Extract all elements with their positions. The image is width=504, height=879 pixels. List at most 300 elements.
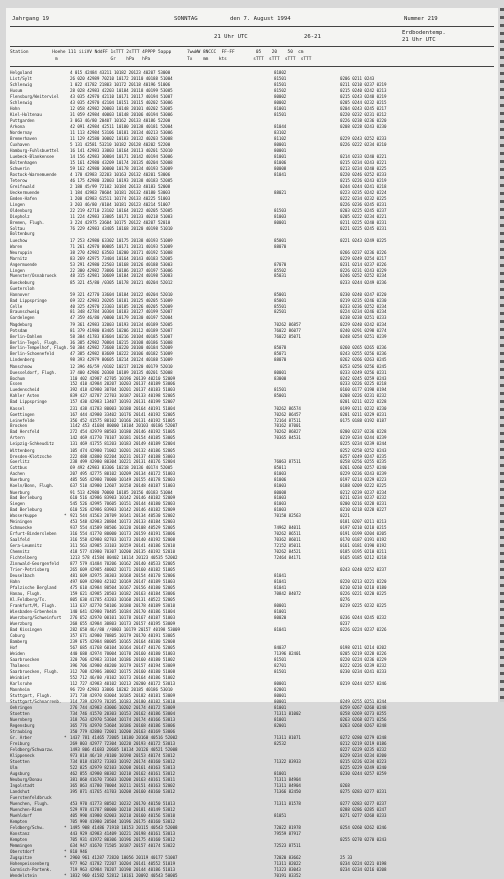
station-name: Flensburg/Weiterviel — [10, 93, 59, 99]
synop-groups: 392 418 42980 30704 10201 20137 40183 51003 — [70, 387, 176, 393]
synop-groups: 5 131 42581 53210 10182 20128 40202 52200 — [70, 141, 171, 147]
station-name: Essen — [10, 381, 23, 387]
soil-temperatures: 0229 0243 0252 0233 — [340, 135, 387, 141]
synop-groups: 58 384 41783 83604 10216 20104 40185 51007 — [70, 333, 173, 339]
synop-groups: 1 200 42983 61511 10174 20133 40225 51003 — [70, 195, 171, 201]
soil-temperatures: 0288 0286 0285 0247 — [340, 806, 387, 812]
extra-groups: 80001 — [274, 369, 287, 375]
extra-groups: 82701 — [274, 663, 287, 669]
extra-groups: 71311 84904 — [274, 783, 301, 789]
soil-temperatures: 0220 0213 0221 0220 — [340, 579, 387, 585]
station-name: Hohn — [10, 105, 20, 111]
station-name: Zinnwald-Georgenfeld — [10, 561, 59, 567]
synop-groups: 610 516 42986 83903 10142 20146 40182 52009 — [70, 495, 176, 501]
extra-groups: 81001 — [274, 705, 287, 711]
station-name: Helgoland — [10, 70, 32, 75]
synop-groups: 610 526 42986 83903 10142 20146 40182 52009 — [70, 507, 176, 513]
synop-groups: 110 402 42987 42705 10196 20139 40210 52009 — [70, 375, 176, 381]
synop-groups: 15 161 42980 43209 10174 20135 40204 52008 — [70, 159, 173, 165]
extra-groups: 81001 — [274, 609, 287, 615]
synop-groups: 529 978 41787 80000 10210 20181 40149 53012 — [70, 806, 176, 812]
station-marker: * — [64, 825, 67, 831]
soil-temperatures: 0205 0219 0228 0226 — [340, 651, 387, 657]
synop-groups: 81 379 41980 83405 10206 20112 40189 52007 — [70, 327, 173, 333]
synop-groups: 69 492 42983 83306 10218 20136 40174 52005 — [70, 465, 173, 471]
soil-temperatures: 0230 0240 0247 0220 — [340, 291, 387, 297]
station-name: Cottbus — [10, 465, 28, 471]
table-row — [10, 777, 496, 783]
synop-groups: 46 175 42980 32003 10193 20138 40183 52005 — [70, 177, 173, 183]
soil-temperatures: 0219 0225 0232 0225 — [340, 603, 387, 609]
station-name: Brocken — [10, 423, 28, 429]
station-name: Pfalzische Bergland — [10, 585, 57, 591]
station-name: Hahn — [10, 579, 20, 585]
synop-groups: 14 156 42983 30004 10171 20142 40194 53006 — [70, 153, 173, 159]
soil-temperatures: 0276 — [340, 597, 350, 603]
synop-groups: 705 998 41980 20504 10196 20175 40160 53012 — [70, 818, 176, 824]
station-name: Bad Berleburg — [10, 495, 42, 501]
synop-groups: 105 474 42980 71002 10201 20132 40186 52005 — [70, 447, 176, 453]
synop-groups: 462 855 42980 80302 10210 20162 40161 53012 — [70, 770, 176, 776]
extra-groups: 80002 — [274, 93, 287, 99]
extra-groups: 76022 86077 — [274, 327, 301, 333]
extra-groups: 71311 84904 — [274, 776, 301, 782]
station-name: Wendelstein — [10, 873, 37, 879]
synop-groups: 96 729 42983 33006 10202 20185 40186 53010 — [70, 687, 173, 693]
synop-groups: 977 962 41782 72207 10204 20141 40552 51019 — [70, 860, 176, 866]
soil-temperatures: 0215 0243 0248 0219 — [340, 93, 387, 99]
synop-groups: 17 253 42980 63302 10175 20138 40193 51009 — [70, 237, 173, 243]
extra-groups: 72523 87511 — [274, 842, 301, 848]
soil-temperatures: 0231 0214 0237 0226 — [340, 261, 387, 267]
station-name: Leipzig-Schkeuditz — [10, 441, 54, 447]
extra-groups: 81001 — [274, 153, 287, 159]
synop-groups: 157 430 42983 13407 10193 20131 40199 52007 — [70, 399, 176, 405]
table-row — [10, 106, 496, 112]
soil-temperatures: 0236 0244 0245 0232 — [340, 615, 387, 621]
station-name: Stoetten — [10, 711, 30, 717]
extra-groups: 80001 — [274, 699, 287, 705]
extra-groups: 82501 — [274, 309, 287, 315]
station-name: Manschnow — [10, 363, 32, 369]
station-name: Soltau — [10, 225, 25, 231]
synop-groups: 312 708 42986 30002 10175 20160 40180 51008 — [70, 669, 176, 675]
station-name: Leinefelde — [10, 417, 35, 423]
extra-groups: 70262 86574 — [274, 405, 301, 411]
station-name: Rostock-Warnemuende — [10, 171, 57, 177]
synop-groups: 222 488 42880 82204 10231 20137 40188 53003 — [70, 453, 176, 459]
synop-groups: 37 400 42986 20308 10189 20135 40201 52008 — [70, 369, 173, 375]
extra-groups: 81003 — [274, 495, 287, 501]
station-name: Bad Lippspringe — [10, 399, 47, 405]
soil-temperatures: 0165 0185 0212 0218 — [340, 555, 387, 561]
extra-groups: 82001 — [274, 723, 287, 729]
station-name: Kassel — [10, 405, 25, 411]
station-name: Bueckeburg — [10, 279, 35, 285]
extra-groups: 70365 84531 — [274, 435, 301, 441]
station-name: Goettingen — [10, 411, 35, 417]
soil-temperatures: 0233 0236 0252 0234 — [340, 303, 387, 309]
extra-groups — [220, 441, 334, 447]
soil-temperatures: 0262 0266 0263 0245 — [340, 357, 387, 363]
soil-temperatures: 0224 0234 0246 0234 — [340, 309, 387, 315]
extra-groups: 80001 — [274, 147, 287, 153]
synop-groups: 265 609 42985 40002 10171 20160 40182 51005 — [70, 567, 176, 573]
station-name: Artern — [10, 435, 25, 441]
soil-temperatures: 0210 0218 0228 0227 — [340, 507, 387, 513]
column-rule-top — [10, 46, 494, 47]
synop-groups: 356 452 41575 80102 10166 20131 40192 51005 — [70, 417, 176, 423]
station-name: Fichtelberg — [10, 555, 37, 561]
soil-temperatures: 0208 0226 0231 0232 — [340, 393, 387, 399]
synop-groups: 91 513 42980 70000 10185 20156 40183 51004 — [70, 489, 173, 495]
station-name: Magdeburg — [10, 321, 32, 327]
soil-temperatures — [334, 609, 444, 615]
station-name: Straubing — [10, 728, 32, 734]
station-name: Feldberg/Schw. — [10, 825, 45, 831]
station-name: Luechow — [10, 237, 28, 243]
synop-groups: 418 577 41980 70307 10200 20135 40192 52010 — [70, 549, 176, 555]
station-name: Schleswig — [10, 99, 32, 105]
soil-temperatures: 0257 0249 0247 0235 — [340, 453, 387, 459]
extra-groups: 76063 87511 — [274, 459, 301, 465]
extra-groups: 82001 — [274, 687, 287, 693]
extra-groups: 70262 86827 — [274, 429, 301, 435]
synop-groups: 1493 806 41683 20605 10134 20126 40521 52008 — [70, 747, 178, 753]
station-name: Angermuende — [10, 261, 37, 267]
soil-temperatures: 0221 0225 0245 0231 — [340, 225, 387, 231]
synop-groups: 268 655 42984 30803 10173 20157 40195 53009 — [70, 621, 176, 627]
synop-groups: 4 170 42983 32203 10163 20132 40201 53006 — [70, 171, 171, 177]
soil-temperatures: 0223 0235 0242 0224 — [340, 189, 387, 195]
synop-groups: 1437 781 41465 72005 10180 20160 40516 52002 — [70, 734, 178, 740]
soil-temperatures: 0211 0210 0237 0219 — [340, 81, 387, 87]
station-name: Marnitz — [10, 255, 28, 261]
synop-groups: 47 385 42982 83609 10222 20106 40182 51009 — [70, 351, 173, 357]
synop-groups: 381 860 41670 73603 10200 20163 40161 53011 — [70, 776, 176, 782]
synop-groups: 734 746 41570 20303 10153 20162 40186 53004 — [70, 711, 176, 717]
station-name: Nuerburg — [10, 489, 30, 495]
synop-groups: 497 609 42980 42102 10169 20147 40189 51003 — [70, 579, 176, 585]
synop-groups: 877 579 41484 70206 10162 20140 40533 52005 — [70, 561, 176, 567]
synop-groups: 805 630 41785 43203 10160 20131 40522 52005 — [70, 597, 176, 603]
station-marker: * — [64, 848, 67, 854]
extra-groups: 85001 — [274, 237, 287, 243]
table-row — [10, 357, 496, 363]
extra-groups: 81501 — [274, 387, 287, 393]
soil-temperatures: 0233 0244 0249 0236 — [340, 279, 387, 285]
station-name: Garmisch-Partenk. — [10, 867, 52, 873]
station-name: Potsdam — [10, 327, 28, 333]
station-marker: * — [64, 513, 67, 519]
synop-groups: 395 871 41765 41703 10208 20160 40160 53012 — [70, 789, 176, 795]
extra-groups: 85502 — [274, 267, 287, 273]
soil-temperatures: 0222 0234 0232 0225 — [340, 195, 387, 201]
synop-groups: 1 022 41782 21803 10172 20118 40196 51006 — [70, 81, 171, 87]
extra-groups — [220, 567, 334, 573]
soil-temperatures — [334, 819, 444, 825]
soil-temperatures: 0261 0260 0257 0240 — [340, 465, 387, 471]
station-name: Berlin-Tegel, Flugh. — [10, 339, 59, 345]
table-row — [10, 693, 496, 699]
extra-groups: 85078 — [274, 345, 287, 351]
soil-temperatures: 0197 0210 0218 0215 — [340, 525, 387, 531]
synop-groups: 316 554 41770 80000 10173 20159 40191 53006 — [70, 531, 176, 537]
station-name: Nordernay — [10, 129, 32, 135]
soil-temperatures: 0226 0236 0245 0231 — [340, 201, 387, 207]
station-name: Muehldorf — [10, 812, 32, 818]
extra-groups: 70162 87001 — [274, 423, 301, 429]
soil-temperatures: 0258 0256 0255 0235 — [340, 459, 387, 465]
station-name: Thalmess — [10, 663, 30, 669]
table-row — [10, 483, 496, 489]
synop-groups: 231 438 41783 80003 10180 20164 40191 51004 — [70, 405, 176, 411]
synop-groups: 719 963 42984 70207 10190 20144 40186 51013 — [70, 867, 176, 873]
extra-groups: 83000 — [274, 375, 287, 381]
extra-groups: 85501 — [274, 303, 287, 309]
synop-groups: 71 261 42970 80005 10171 20131 40193 51009 — [70, 243, 173, 249]
station-name: Bad Hersfeld — [10, 429, 40, 435]
soil-temperatures: 0248 0254 0251 0239 — [340, 333, 387, 339]
extra-groups — [220, 315, 334, 321]
station-name: Wiesbaden-Erbenheim — [10, 609, 57, 615]
column-headers: Station Hoehe 111 iiiVV NddFF 1sTTT 2sTTT 4PPPP 5appp 7wwWW 8NCCC FF-FF 05 20 50 cm — [10, 50, 304, 55]
station-name: Deuselbach — [10, 573, 35, 579]
station-name: Arkona — [10, 123, 25, 129]
soil-temperatures: 0181 0207 0211 0213 — [340, 519, 387, 525]
station-name: Dresden-Klotzsche — [10, 453, 52, 459]
soil-temperatures: 0215 0240 0242 0213 — [340, 87, 387, 93]
extra-groups: 81003 — [274, 507, 287, 513]
synop-groups: 269 803 42977 72304 10220 20193 40172 53013 — [70, 741, 176, 747]
soil-temperatures — [334, 693, 444, 699]
synop-groups: 365 863 41780 70004 10211 20151 40163 52002 — [70, 783, 176, 789]
soil-temperatures: 0203 0225 0245 0237 — [340, 207, 387, 213]
station-name: Gardelegen — [10, 315, 35, 321]
table-row — [10, 567, 496, 573]
synop-groups: 11 129 42580 30002 10183 20132 40203 53008 — [70, 135, 173, 141]
station-name: Lingen — [10, 201, 25, 207]
extra-groups: 71322 83933 — [274, 759, 301, 765]
synop-groups: 350 779 42880 72001 10200 20163 40169 53006 — [70, 728, 176, 734]
station-name: Kl.Feldberg/Ts. — [10, 597, 47, 603]
station-name: Neuburg/Donau — [10, 776, 42, 782]
soil-temperatures: 0210 0210 0218 0180 — [340, 585, 387, 591]
station-name: Oberstdorf — [10, 848, 35, 854]
soil-temperatures: 0215 0226 0234 0223 — [340, 759, 387, 765]
station-name: Trier-Petrisberg — [10, 567, 50, 573]
station-name: Erfurt-Bindersleben — [10, 531, 57, 537]
synop-groups: 2960 961 41287 72820 10056 20119 40177 51007 — [70, 854, 178, 860]
synop-groups: 839 427 42787 22703 10187 20133 40198 52005 — [70, 393, 176, 399]
synop-groups: 545 526 42995 70605 10151 20144 40180 52003 — [70, 501, 176, 507]
soil-temperatures: 0254 0260 0262 0246 — [340, 825, 387, 831]
synop-groups: 320 706 42983 33104 10186 20160 40180 51002 — [70, 657, 176, 663]
station-name: Braunschweig — [10, 309, 40, 315]
synop-groups: 69 322 42983 20205 10181 20125 40205 51009 — [70, 297, 173, 303]
soil-temperatures: 0219 0234 0244 0239 — [340, 435, 387, 441]
extra-groups — [220, 819, 334, 825]
synop-groups: 40 325 42970 23303 10185 20126 40205 52009 — [70, 303, 173, 309]
station-name: Emden-Hafen — [10, 195, 37, 201]
station-name: Kahler Asten — [10, 393, 40, 399]
soil-temperatures: 0161 0181 0190 0192 — [340, 543, 387, 549]
station-name: Bochum — [10, 375, 25, 381]
synop-groups: 152 410 42984 20207 10203 20137 40189 53006 — [70, 381, 176, 387]
synop-groups: 522 825 42979 82103 10208 20161 40163 53013 — [70, 765, 176, 770]
synop-groups: 276 744 42983 43006 10202 20174 40172 53009 — [70, 705, 176, 711]
extra-groups: 70262 86457 — [274, 411, 301, 417]
soil-temperatures: 0200 0216 0228 0231 — [340, 501, 387, 507]
extra-groups: 80001 — [274, 141, 287, 147]
extra-groups: 81041 — [274, 171, 287, 177]
extra-groups: 81003 — [274, 471, 287, 477]
synop-groups: 12 396 46/59 /0102 10217 20120 40179 52010 — [70, 363, 173, 369]
extra-groups: 70262 84521 — [274, 549, 301, 555]
station-name: Boltenburg — [10, 231, 35, 237]
synop-groups: 357 671 42980 70805 10179 20170 40191 53005 — [70, 633, 176, 639]
soil-temperatures: 25 33 — [340, 854, 353, 860]
station-name: Muenchen-Riem — [10, 806, 42, 812]
synop-groups: 440 688 42974 70004 10170 20160 40180 51003 — [70, 651, 176, 657]
station-name: Neuruppin — [10, 249, 32, 255]
station-name: Freiburg — [10, 741, 30, 747]
synop-groups: 48 315 42981 10609 10184 20124 40198 53003 — [70, 273, 173, 279]
synop-groups: 28 028 42983 42203 10184 20118 40199 53005 — [70, 87, 173, 93]
soil-temperatures: 0234 0224 0221 0198 — [340, 860, 387, 866]
station-name: Teterow — [10, 177, 28, 183]
soil-temperatures: 0229 0236 0243 0239 — [340, 471, 387, 477]
extra-groups: 81003 — [274, 483, 287, 489]
column-rule-bottom — [10, 66, 494, 67]
soil-temperatures: 0226 0231 0243 0229 — [340, 267, 387, 273]
station-name: Goerlitz — [10, 459, 30, 465]
soil-temperatures: 0240 0291 0298 0274 — [340, 327, 387, 333]
extra-groups: 82532 — [274, 741, 287, 747]
synop-groups: 12 058 42982 20003 10148 20101 40202 53005 — [70, 105, 173, 111]
soil-temperatures: 0229 0240 0242 0234 — [340, 321, 387, 327]
extra-groups: 81501 — [274, 75, 287, 81]
soil-temperatures: 0211 0234 0237 0232 — [340, 495, 387, 501]
synop-groups: 26 020 42989 70210 10172 20110 40188 51004 — [70, 75, 173, 81]
synop-groups: 318 763 42970 53604 10174 20174 40166 53013 — [70, 717, 176, 723]
station-name: Waren — [10, 243, 23, 249]
soil-temperatures — [334, 777, 444, 783]
extra-groups: 80020 — [274, 615, 287, 621]
synop-groups: 207 495 42775 80102 10209 20134 40172 51003 — [70, 471, 176, 477]
extra-groups: 81001 — [274, 105, 287, 111]
station-name: List/Sylt — [10, 75, 32, 81]
synop-groups: 167 444 42980 33402 10176 20141 40192 52005 — [70, 411, 176, 417]
synop-groups: 42 091 42984 42511 10180 20138 40181 52004 — [70, 123, 173, 129]
extra-groups: 80008 — [274, 165, 287, 171]
extra-groups: 72464 84171 — [274, 555, 301, 561]
soil-temperatures: 0230 0234 0241 0233 — [340, 669, 387, 675]
soil-temperatures: 0170 0187 0191 0192 — [340, 537, 387, 543]
extremes-period: 26-21 — [304, 34, 321, 40]
station-name: Luebeck-Blankensee — [10, 153, 54, 159]
station-name: Wittenberg — [10, 447, 35, 453]
soil-temperatures: 0219 0235 0246 0230 — [340, 297, 387, 303]
station-name: Hohenpeissenberg — [10, 860, 50, 866]
soil-temperatures: 0204 0243 0245 0217 — [340, 105, 387, 111]
synop-groups: 11 113 42984 53106 10181 20134 40213 53006 — [70, 129, 173, 135]
soil-temperatures: 0242 0245 0259 0243 — [340, 375, 387, 381]
soil-temperatures: 0208 0228 0243 0230 — [340, 123, 387, 129]
synop-groups: 443 929 42983 41409 10221 20198 40161 53013 — [70, 831, 176, 837]
station-name: Bad Lippspringe — [10, 297, 47, 303]
soil-temperatures: 0201 0211 0222 0228 — [340, 399, 387, 405]
soil-temperatures: 0191 0199 0204 0205 — [340, 531, 387, 537]
extra-groups: 87070 — [274, 261, 287, 267]
extra-groups: 80001 — [274, 692, 287, 698]
extra-groups: 80001 — [274, 603, 287, 609]
extra-groups: 81501 — [274, 81, 287, 87]
synop-groups: 734 818 41872 73303 10192 20174 40160 53012 — [70, 759, 176, 765]
synop-groups: 50 384 42982 73608 10220 20100 40184 52009 — [70, 345, 173, 351]
extra-groups: 81003 — [274, 501, 287, 507]
synop-groups: 142 469 41770 70107 10181 20154 40185 53005 — [70, 435, 176, 441]
station-name: Saarbruecken — [10, 657, 40, 663]
station-name: Wuerzburg — [10, 621, 32, 627]
soil-temperatures: 0213 0234 0240 0225 — [340, 165, 387, 171]
soil-temperatures: 0225 0234 0239 0244 — [340, 441, 387, 447]
station-name: Kiel-Holtenau — [10, 111, 42, 117]
soil-temperatures: 0215 0234 0243 0221 — [340, 159, 387, 165]
extra-groups: 88021 — [274, 189, 287, 195]
soil-temperatures: 0205 0244 0232 0215 — [340, 99, 387, 105]
station-name: Luedenscheid — [10, 387, 40, 393]
soil-temperatures: 0225 0229 0249 0240 — [340, 765, 387, 770]
extra-groups — [220, 399, 334, 405]
soil-temp-title: Erdbodentemp. — [402, 30, 446, 36]
soil-temperatures — [334, 231, 444, 237]
station-name: Lingen — [10, 267, 25, 273]
extra-groups: 71311 82022 — [274, 860, 301, 866]
station-name: Regensburg — [10, 723, 35, 729]
bulletin-page — [6, 8, 498, 879]
soil-temperatures: 0215 0226 0243 0219 — [340, 177, 387, 183]
soil-temperatures: 0260 0265 0265 0236 — [340, 345, 387, 351]
table-row — [10, 525, 496, 531]
station-table — [10, 70, 496, 879]
station-name: Weinbiet — [10, 675, 30, 681]
extra-groups: 81006 — [274, 477, 287, 483]
extra-groups: 80001 — [274, 219, 287, 225]
extra-groups: 85001 — [274, 297, 287, 303]
synop-groups — [70, 231, 220, 237]
station-name: Stuttgart, Flugh. — [10, 692, 52, 698]
table-row — [10, 315, 496, 321]
observation-time: 21 Uhr UTC — [214, 34, 248, 40]
synop-groups: 475 610 42984 80504 10167 20156 40180 52005 — [70, 585, 176, 591]
soil-temperatures: 0243 0255 0256 0236 — [340, 351, 387, 357]
soil-temperatures: 0188 0209 0222 0225 — [340, 483, 387, 489]
soil-temperatures: 0233 0226 0225 0218 — [340, 381, 387, 387]
station-name: Bad Kissingen — [10, 627, 42, 633]
synop-groups: 453 970 41773 80502 10232 20170 40150 51013 — [70, 801, 176, 807]
soil-temperatures: 0234 0234 0216 0208 — [340, 867, 387, 873]
station-name: Konstanz — [10, 831, 30, 837]
soil-temperatures: 0243 0248 0252 0237 — [340, 567, 387, 573]
station-name: Weiden — [10, 651, 25, 657]
station-name: Boltenhagen — [10, 159, 37, 165]
extra-groups: 72164 87511 — [274, 417, 301, 423]
extra-groups: 81044 — [274, 123, 287, 129]
soil-temperatures: 0222 0226 0239 0232 — [340, 663, 387, 669]
synop-groups: 365 776 42970 53604 10186 20168 40186 53006 — [70, 723, 176, 729]
station-name: Coburg — [10, 633, 25, 639]
